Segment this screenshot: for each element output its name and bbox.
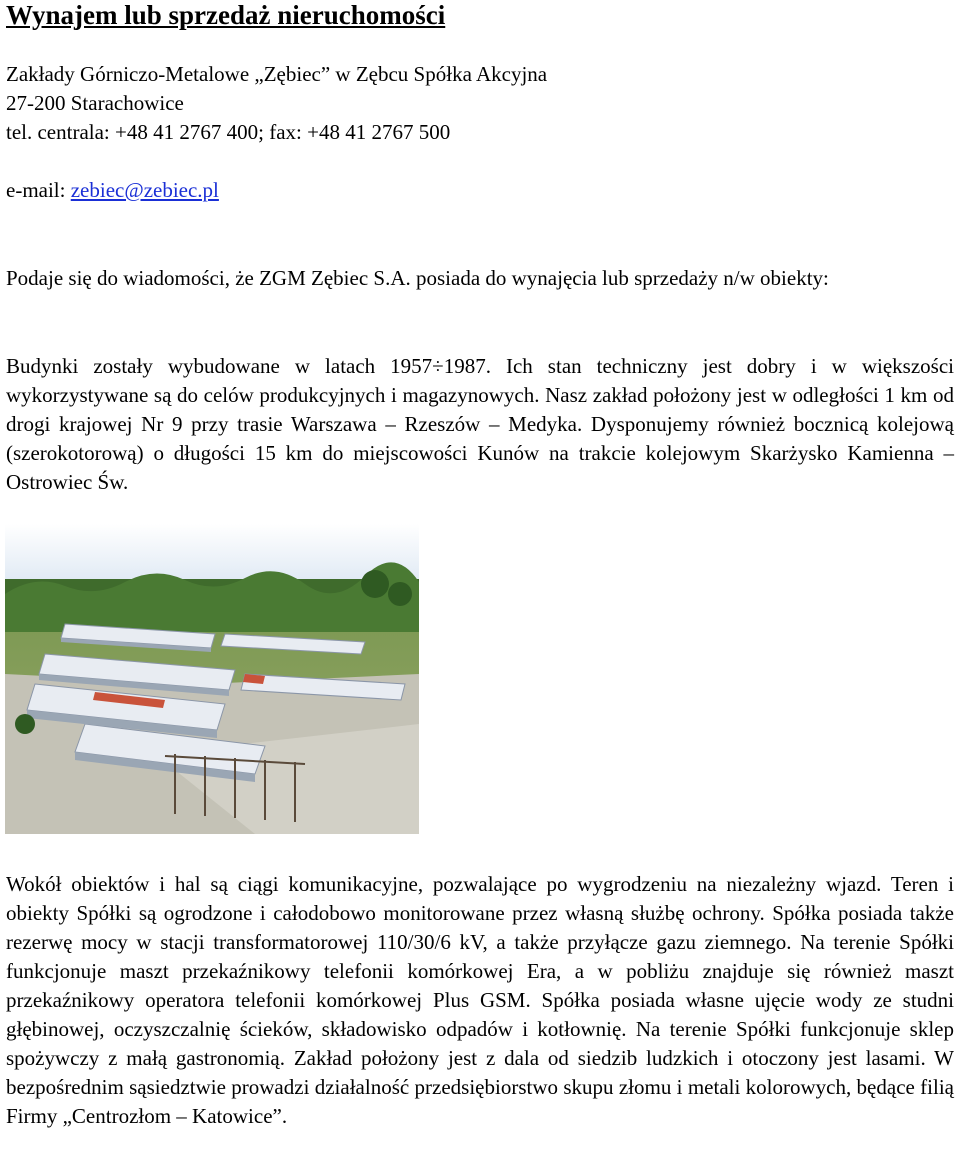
- email-label: e-mail:: [6, 178, 71, 202]
- details-paragraph: Wokół obiektów i hal są ciągi komunikacyjne, pozwalające po wygrodzeniu na niezależny wjazd. Teren i obiekty Spółki są ogrodzone i całodobowo monitorowane przez własną służbę ochrony. Spółka posiada także rezerwę mocy w stacji transformatorowej 110/30/6 kV, a także przyłącze gazu ziemnego. Na terenie Spółki funkcjonuje maszt przekaźnikowy telefonii komórkowej Era, a w pobliżu znajduje się również maszt przekaźnikowy operatora telefonii komórkowej Plus GSM. Spółka posiada własne ujęcie wody ze studni głębinowej, oczyszczalnię ścieków, składowisko odpadów i kotłownię. Na terenie Spółki funkcjonuje sklep spożywczy z małą gastronomią. Zakład położony jest z dala od siedzib ludzkich i otoczony jest lasami. W bezpośrednim sąsiedztwie prowadzi działalność przedsiębiorstwo skupu złomu i metali kolorowych, będące filią Firmy „Centrozłom – Katowice”.: [6, 872, 954, 1128]
- site-aerial-photo: [5, 524, 419, 834]
- email-line: [6, 176, 219, 204]
- company-name: Zakłady Górniczo-Metalowe „Zębiec” w Zębcu Spółka Akcyjna: [6, 62, 548, 86]
- phone-fax: tel. centrala: +48 41 2767 400; fax: +48 41 2767 500: [6, 120, 451, 144]
- email-link[interactable]: zebiec@zebiec.pl: [70, 178, 219, 202]
- page-title: Wynajem lub sprzedaż nieruchomości: [6, 0, 446, 30]
- intro-paragraph: Podaje się do wiadomości, że ZGM Zębiec S.A. posiada do wynajęcia lub sprzedaży n/w obiekty:: [6, 266, 829, 290]
- description-paragraph: Budynki zostały wybudowane w latach 1957÷1987. Ich stan techniczny jest dobry i w większości wykorzystywane są do celów produkcyjnych i magazynowych. Nasz zakład położony jest w odległości 1 km od drogi krajowej Nr 9 przy trasie Warszawa – Rzeszów – Medyka. Dysponujemy również bocznicą kolejową (szerokotorową) o długości 15 km do miejscowości Kunów na trakcie kolejowym Skarżysko Kamienna – Ostrowiec Św.: [6, 354, 954, 494]
- postal-address: 27-200 Starachowice: [6, 91, 184, 115]
